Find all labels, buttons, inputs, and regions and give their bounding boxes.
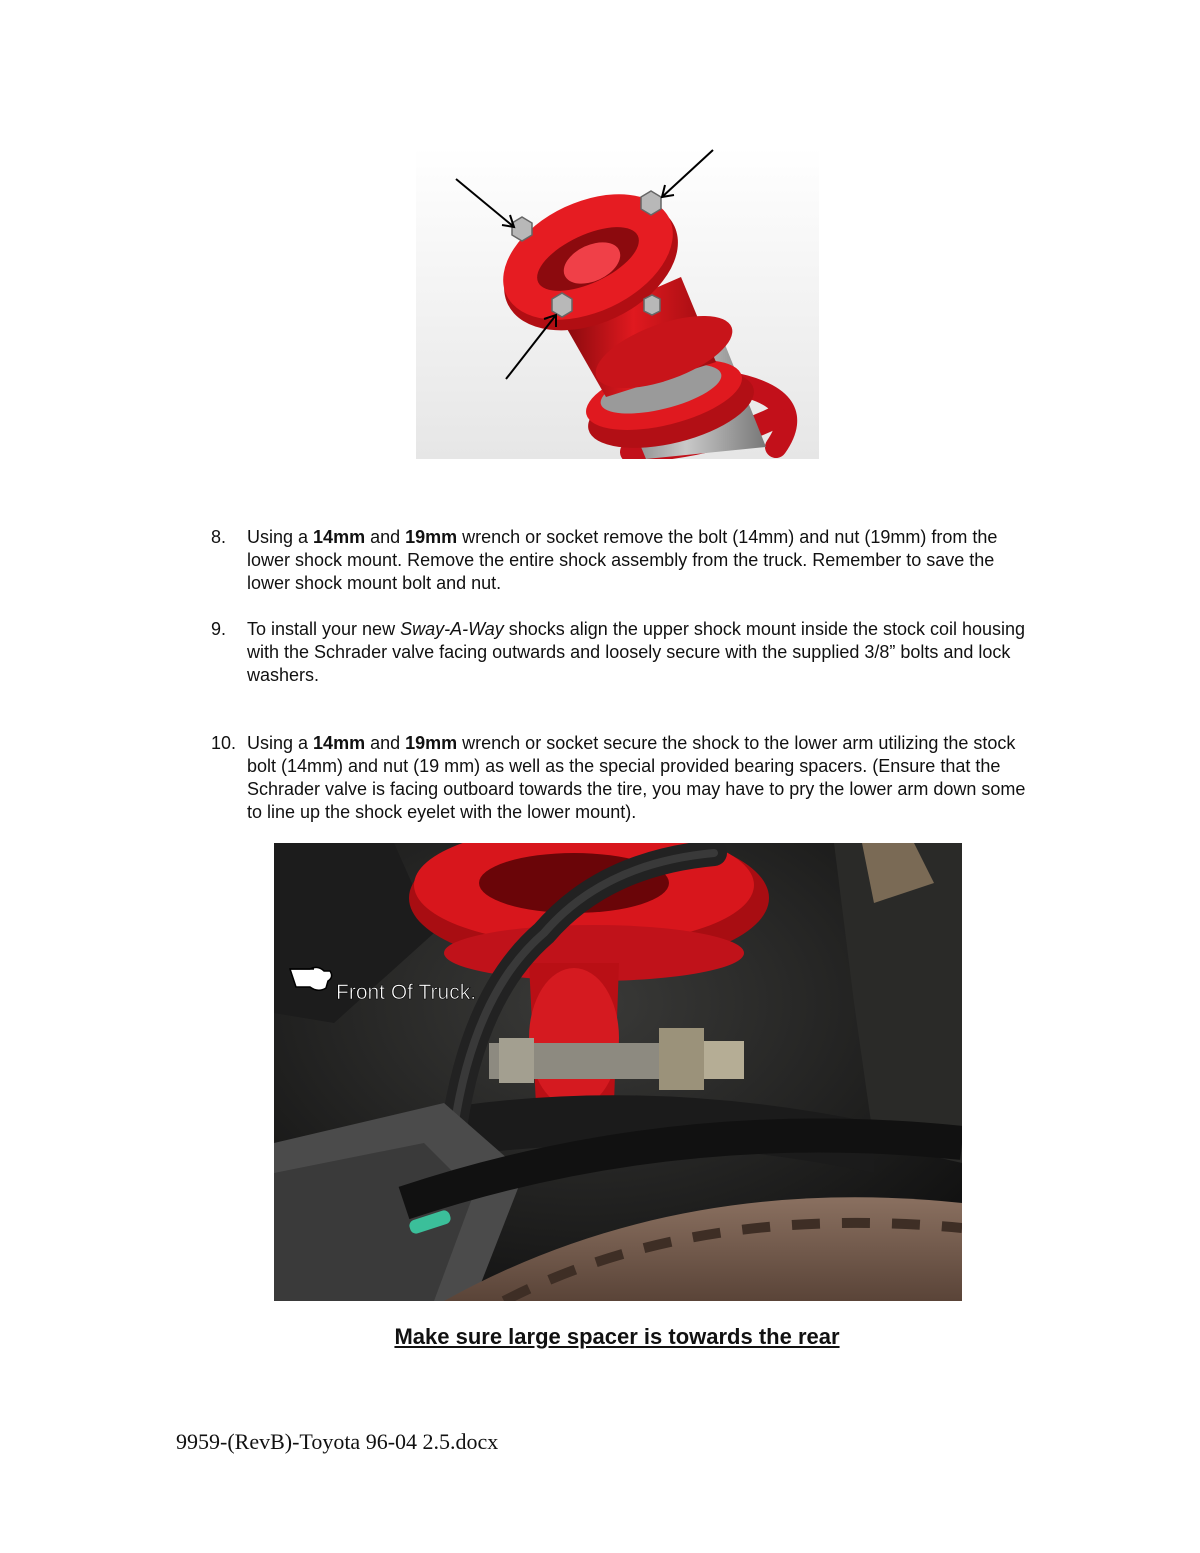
step-number: 8. xyxy=(211,527,227,547)
photo-label: Front Of Truck. xyxy=(336,981,477,1004)
step-text: To install your new Sway-A-Way shocks align the upper shock mount inside the stock coil housing with the Schrader valve facing outwards and loosely secure with the supplied 3/8” bolts and lock washers. xyxy=(247,619,1026,685)
step-8 xyxy=(211,526,1041,595)
instruction-steps xyxy=(211,526,1041,824)
upper-mount-diagram xyxy=(416,147,819,459)
step-number: 10. xyxy=(211,733,237,753)
caption: Make sure large spacer is towards the rear xyxy=(394,1324,840,1349)
document-footer: 9959-(RevB)-Toyota 96-04 2.5.docx xyxy=(176,1429,499,1454)
step-text: Using a 14mm and 19mm wrench or socket remove the bolt (14mm) and nut (19mm) from the lower shock mount. Remove the entire shock assembly from the truck. Remember to save the lower shock mount bolt and nut. xyxy=(247,527,998,593)
step-number: 9. xyxy=(211,619,227,639)
step-text: Using a 14mm and 19mm wrench or socket secure the shock to the lower arm utilizing the stock bolt (14mm) and nut (19 mm) as well as the special provided bearing spacers. (Ensure that the Schrader valve is facing outboard towards the tire, you may have to pry the lower arm down some to line up the shock eyelet with the lower mount). xyxy=(247,733,1026,822)
step-9 xyxy=(211,618,1041,687)
installed-shock-photo xyxy=(274,843,962,1301)
step-10 xyxy=(211,732,1041,824)
pointing-hand-icon xyxy=(290,967,332,990)
